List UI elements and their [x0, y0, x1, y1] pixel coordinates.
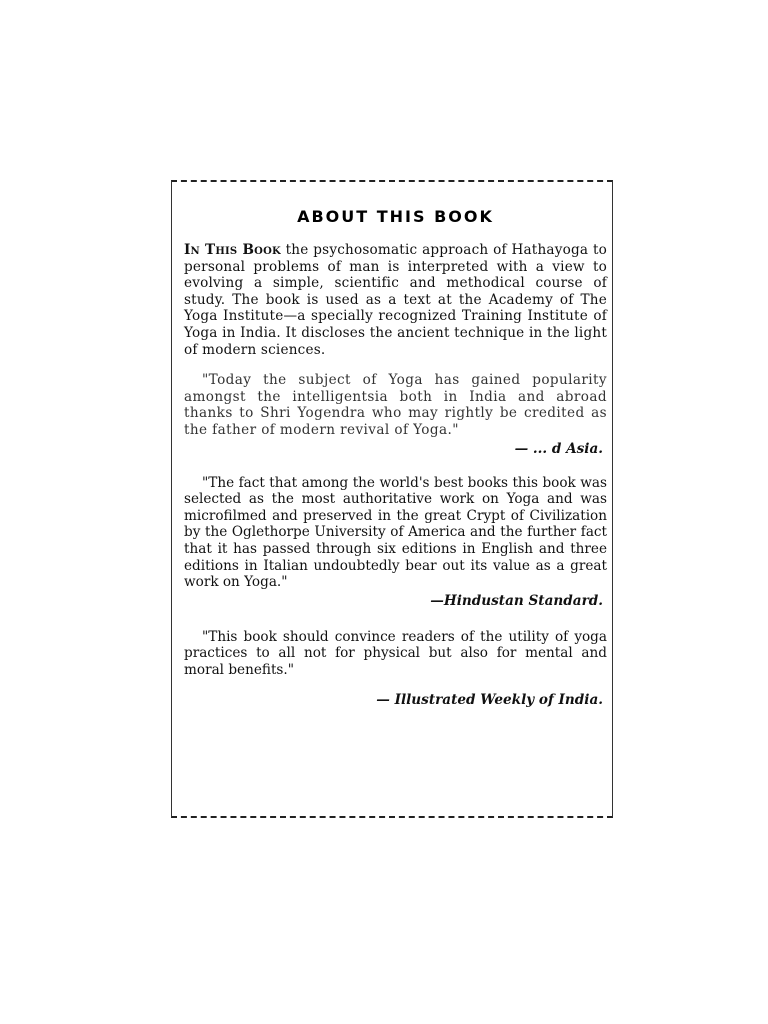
- about-this-book-section: [184, 203, 607, 708]
- intro-lead: In This Book: [184, 242, 281, 258]
- quote-3-text: "This book should convince readers of the utility of yoga practices to all not for physical but also for mental and moral benefits.": [184, 628, 607, 678]
- intro-text: the psychosomatic approach of Hathayoga to personal problems of man is interpreted with a view to evolving a simple, scientific and methodical course of study. The book is used as a text at the Academy of The Yoga Institute—a specially recognized Training Institute of Yoga in India. It discloses the ancient technique in the light of modern sciences.: [184, 242, 607, 358]
- quote-2-source: —Hindustan Standard.: [430, 592, 603, 609]
- quote-1-source: — ... d Asia.: [514, 440, 603, 457]
- quote-1-text: "Today the subject of Yoga has gained popularity amongst the intelligentsia both in India and abroad thanks to Shri Yogendra who may rightly be credited as the father of modern revival of Yoga.": [184, 372, 607, 438]
- intro-paragraph: [184, 242, 607, 358]
- page-title: ABOUT THIS BOOK: [297, 207, 494, 226]
- quote-3-source: — Illustrated Weekly of India.: [376, 692, 603, 709]
- quote-2-text: "The fact that among the world's best books this book was selected as the most authoritative work on Yoga and was microfilmed and preserved in the great Crypt of Civilization by the Oglethorpe University of America and the further fact that it has passed through six editions in English and three editions in Italian undoubtedly bear out its value as a great work on Yoga.": [184, 474, 607, 591]
